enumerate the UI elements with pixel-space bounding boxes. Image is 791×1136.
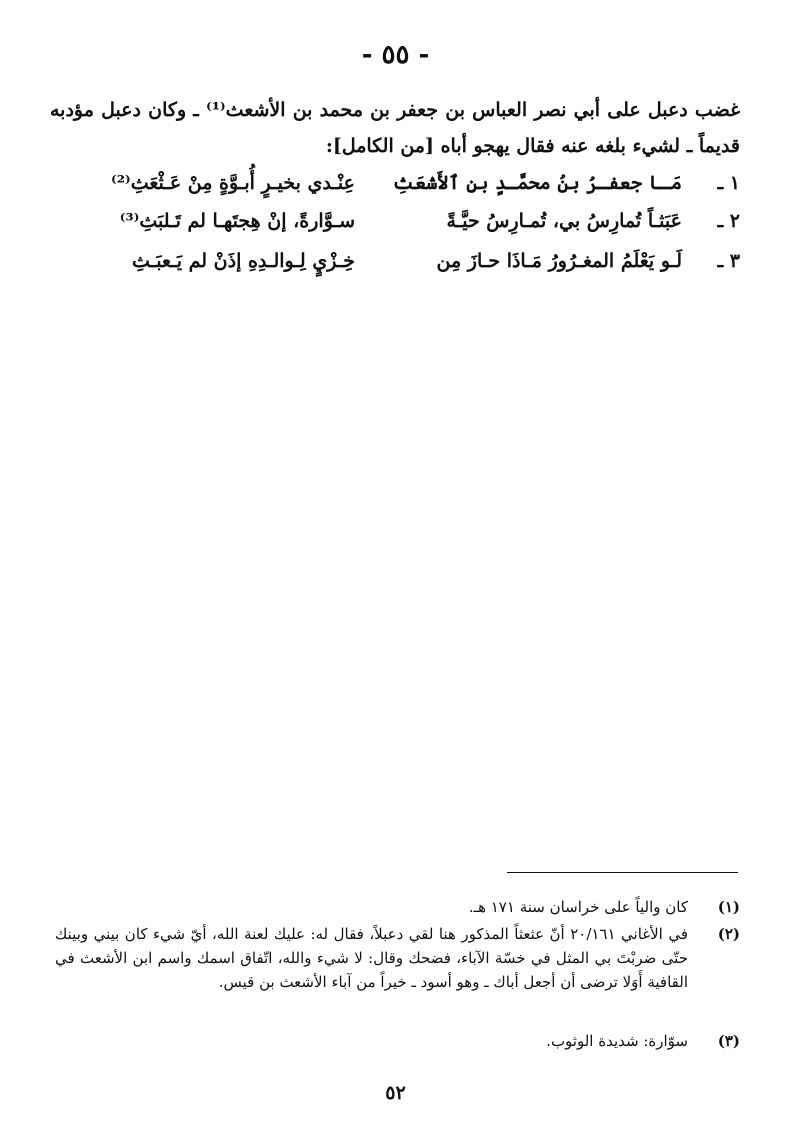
- footnote: [55, 1029, 740, 1053]
- verse-line: [50, 250, 740, 286]
- verse-number: ٢ ـ: [717, 210, 740, 232]
- footnote-text: كان والياً على خراسان سنة ١٧١ هـ.: [468, 898, 688, 916]
- footnote: [55, 922, 740, 994]
- page-number: ٥٢: [385, 1082, 406, 1104]
- footnote-mark: (١): [717, 898, 740, 916]
- verse-second-hemistich: عِنْـدي بخيـرٍ أُبـوَّةٍ مِنْ عَـثْعَثِ⁽²⁾: [111, 172, 355, 194]
- running-page-number: - ٥٥ -: [361, 40, 430, 70]
- verse-number: ٣ ـ: [717, 250, 740, 272]
- verse-line: [50, 172, 740, 208]
- footnote-text: في الأغاني ٢٠/١٦١ أنّ عثعثاً المذكور هنا لقي دعبلاً، فقال له: عليك لعنة الله، أيّ شيء كان بيني وبينك حتّى ضربْتَ بي المثل في خسّة الآباء، فضحك وقال: لا شيء والله، اتّفاق اسمك واسم ابن الأشعث في القافية أَوَلا ترضى أن أجعل أباك ـ وهو أسود ـ خيراً من آباء الأشعث بن قيس.: [55, 925, 688, 991]
- verse-first-hemistich: عَبَثـاً تُمارِسُ بي، تُمـارِسُ حيَّـةً: [446, 210, 682, 232]
- footnote-mark: (٢): [717, 925, 740, 943]
- footnote-mark: (٣): [717, 1032, 740, 1050]
- verse-number: ١ ـ: [717, 172, 740, 194]
- footnote-separator: [507, 872, 738, 873]
- footnote: [55, 895, 740, 919]
- verse-second-hemistich: خِـزْيٍ لِـوالـدِهِ إذَنْ لم يَـعبَـثِ: [132, 250, 355, 272]
- verse-second-hemistich: سـوَّارةً، إنْ هِجتَهـا لم تَـلبَثِ⁽³⁾: [119, 210, 355, 232]
- verse-first-hemistich: مَـا جعفـرُ بنُ محمَّـدٍ بنِ ٱلأَشعَثِ: [392, 172, 682, 194]
- footnote-text: سوّارة: شديدة الوثوب.: [546, 1032, 688, 1050]
- verse-line: [50, 210, 740, 246]
- intro-paragraph: غضب دعبل على أبي نصر العباس بن جعفر بن محمد بن الأشعث⁽¹⁾ ـ وكان دعبل مؤدبه قديماً ـ لشيء بلغه عنه فقال يهجو أباه [من الكامل]:: [50, 99, 741, 157]
- verse-first-hemistich: لَـو يَعْلَمُ المغـرُورُ مَـاذَا حـازَ مِن: [436, 250, 682, 272]
